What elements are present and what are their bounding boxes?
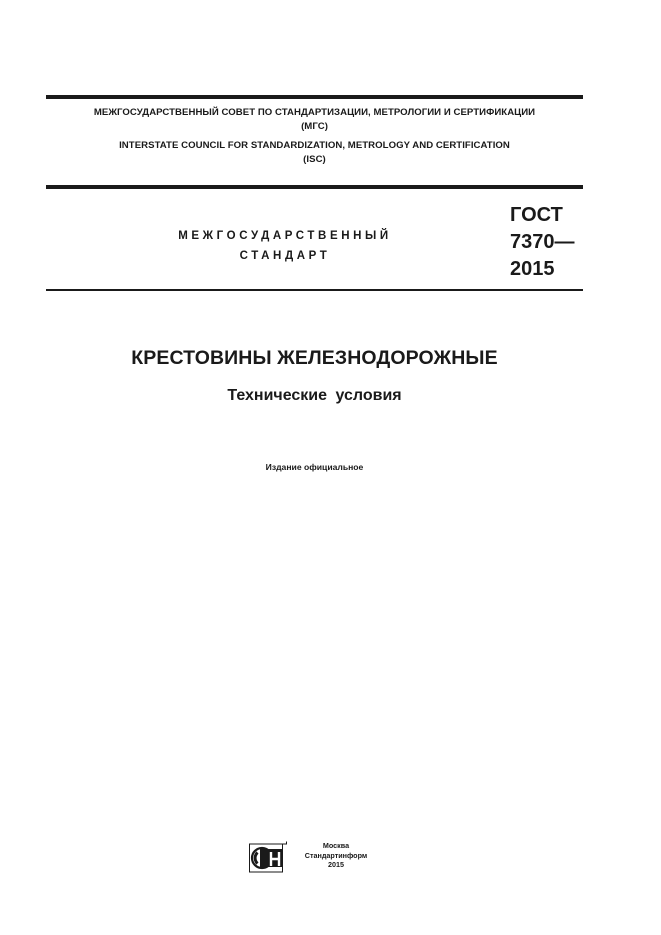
council-name-ru [46,106,583,134]
standartinform-logo-icon [249,841,287,873]
edition-note: Издание официальное [265,462,364,472]
council-abbr-ru: (МГС) [301,121,328,132]
standard-type-line2: СТАНДАРТ [239,250,331,262]
standard-type-line1: МЕЖГОСУДАРСТВЕННЫЙ [178,230,392,242]
middle-rule [46,185,583,189]
gost-year: 2015 [510,258,555,280]
standard-type [140,226,430,266]
bottom-rule [46,289,583,291]
document-title: КРЕСТОВИНЫ ЖЕЛЕЗНОДОРОЖНЫЕ [131,347,498,369]
gost-label: ГОСТ [510,204,563,226]
publisher-year: 2015 [328,860,344,870]
top-rule [46,95,583,99]
council-name-ru-line: МЕЖГОСУДАРСТВЕННЫЙ СОВЕТ ПО СТАНДАРТИЗАЦИИ, МЕТРОЛОГИИ И СЕРТИФИКАЦИИ [93,107,536,118]
publisher-city: Москва [322,841,350,850]
gost-designation [510,202,575,283]
council-name-en [46,139,583,167]
council-abbr-en: (ISC) [303,154,326,165]
document-subtitle: Технические условия [227,387,402,404]
publisher-imprint [294,841,378,870]
publisher-name: Стандартинформ [304,850,368,860]
gost-number: 7370— [510,231,575,253]
council-name-en-line: INTERSTATE COUNCIL FOR STANDARDIZATION, METROLOGY AND CERTIFICATION [119,140,510,151]
